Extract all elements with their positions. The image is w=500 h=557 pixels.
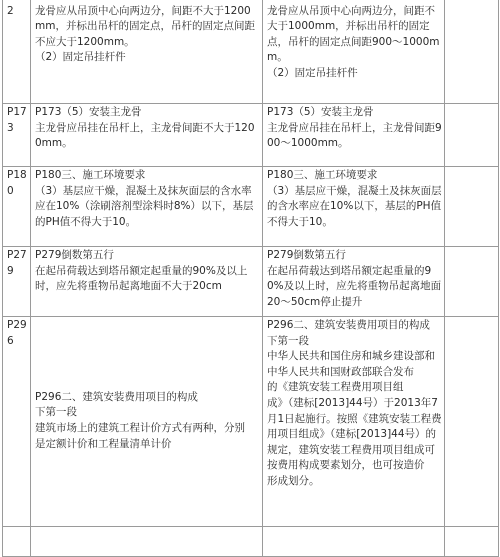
original-text-line: P180三、施工环境要求 xyxy=(35,169,146,181)
page-number-cell xyxy=(3,247,31,317)
original-text-line: 建筑市场上的建筑工程计价方式有两种，分别 xyxy=(35,422,245,434)
table-row xyxy=(3,0,499,104)
corrected-text-line: 形成划分。 xyxy=(267,474,320,487)
empty-cell xyxy=(445,104,499,167)
corrected-text-line: 中华人民共和国财政部联合发布 xyxy=(267,365,414,378)
corrected-text-line: P173（5）安装主龙骨 xyxy=(267,106,374,118)
original-text-line: 时，应先将重物吊起离地面不大于20cm xyxy=(35,280,222,293)
original-text-line: 应在10%（涂刷溶剂型涂料时8%）以下，基层 xyxy=(35,200,254,213)
empty-cell xyxy=(445,317,499,527)
corrected-text-line: （2）固定吊挂杆件 xyxy=(267,66,358,79)
corrected-text-line: 用项目组成》（建标[2013]44号）的 xyxy=(267,428,437,441)
page-number-line: P29 xyxy=(7,319,27,331)
corrected-text-line: 20～50cm停止提升 xyxy=(267,295,363,308)
empty-cell xyxy=(445,247,499,317)
page-number-line: 0 xyxy=(7,184,14,197)
corrected-text-line: 规定，建筑安装工程费用项目组成可 xyxy=(267,443,435,456)
page-number-line: 2 xyxy=(7,4,14,17)
empty-cell xyxy=(445,0,499,104)
original-text-cell xyxy=(31,317,263,527)
corrected-text-line: 下第一段 xyxy=(267,334,309,347)
original-text-line: 0mm。 xyxy=(35,137,73,150)
corrected-text-line: 的《建筑安装工程费用项目组 xyxy=(267,381,404,394)
corrected-text-line: 大于1000mm，并标出吊杆的固定 xyxy=(267,20,430,33)
corrected-text-line: 00～1000mm。 xyxy=(267,137,349,150)
original-text-line: P279倒数第五行 xyxy=(35,249,114,261)
original-text-line: mm，并标出吊杆的固定点，吊杆的固定点间距 xyxy=(35,20,255,33)
corrected-text-line: m。 xyxy=(267,51,288,64)
page-number-line: P17 xyxy=(7,106,27,118)
original-text-line: P296二、建筑安装费用项目的构成 xyxy=(35,390,198,403)
original-text-line: 是定额计价和工程量清单计价 xyxy=(35,437,172,450)
corrected-text-line: 中华人民共和国住房和城乡建设部和 xyxy=(267,350,435,363)
corrected-text-line: 在起吊荷载达到塔吊额定起重量的9 xyxy=(267,264,432,277)
corrected-text-line: P296二、建筑安装费用项目的构成 xyxy=(267,319,430,331)
empty-cell xyxy=(3,527,31,557)
page-number-cell xyxy=(3,0,31,104)
original-text-line: （2）固定吊挂杆件 xyxy=(35,51,126,64)
empty-cell xyxy=(445,527,499,557)
corrected-text-cell xyxy=(263,317,445,527)
empty-cell xyxy=(445,167,499,247)
corrected-text-cell xyxy=(263,0,445,104)
table-row xyxy=(3,247,499,317)
original-text-cell xyxy=(31,104,263,167)
corrected-text-line: 按费用构成要素划分，也可按造价 xyxy=(267,459,425,472)
original-text-line: （3）基层应干燥，混凝土及抹灰面层的含水率 xyxy=(35,184,252,197)
original-text-line: P173（5）安装主龙骨 xyxy=(35,106,142,118)
original-text-cell xyxy=(31,247,263,317)
corrected-text-line: 点，吊杆的固定点间距900～1000m xyxy=(267,35,440,48)
corrected-text-line: 成》（建标[2013]44号）于2013年7 xyxy=(267,396,438,409)
corrected-text-line: 主龙骨应吊挂在吊杆上，主龙骨间距9 xyxy=(267,121,442,134)
page-number-cell xyxy=(3,317,31,527)
original-text-line: 下第一段 xyxy=(35,406,77,419)
original-text-line: 不应大于1200mm。 xyxy=(35,35,135,48)
page-number-cell xyxy=(3,167,31,247)
original-text-line: 在起吊荷载达到塔吊额定起重量的90%及以上 xyxy=(35,264,248,277)
corrected-text-line: P180三、施工环境要求 xyxy=(267,169,378,181)
errata-table xyxy=(2,0,499,557)
corrected-text-line: 0%及以上时，应先将重物吊起离地面 xyxy=(267,280,442,293)
page-number-line: 3 xyxy=(7,121,14,134)
original-text-line: 的PH值不得大于10。 xyxy=(35,215,137,228)
corrected-text-line: 的含水率应在10%以下，基层的PH值 xyxy=(267,200,442,213)
original-text-line: 主龙骨应吊挂在吊杆上，主龙骨间距不大于120 xyxy=(35,121,255,134)
page-number-cell xyxy=(3,104,31,167)
empty-cell xyxy=(31,527,263,557)
page-number-line: 9 xyxy=(7,264,14,277)
corrected-text-cell xyxy=(263,167,445,247)
corrected-text-line: （3）基层应干燥，混凝土及抹灰面层 xyxy=(267,184,442,197)
corrected-text-line: 月1日起施行。按照《建筑安装工程费 xyxy=(267,412,442,425)
page-number-line: 6 xyxy=(7,334,14,347)
corrected-text-line: 龙骨应从吊顶中心向两边分，间距不 xyxy=(267,4,435,17)
original-text-line: 龙骨应从吊顶中心向两边分，间距不大于1200 xyxy=(35,4,251,17)
table-row xyxy=(3,167,499,247)
table-row xyxy=(3,104,499,167)
original-text-cell xyxy=(31,167,263,247)
corrected-text-cell xyxy=(263,247,445,317)
corrected-text-cell xyxy=(263,104,445,167)
table-row xyxy=(3,317,499,527)
page-number-line: P18 xyxy=(7,169,27,181)
corrected-text-line: P279倒数第五行 xyxy=(267,249,346,261)
table-row xyxy=(3,527,499,557)
original-text-cell xyxy=(31,0,263,104)
empty-cell xyxy=(263,527,445,557)
page-number-line: P27 xyxy=(7,249,27,261)
corrected-text-line: 不得大于10。 xyxy=(267,215,333,228)
